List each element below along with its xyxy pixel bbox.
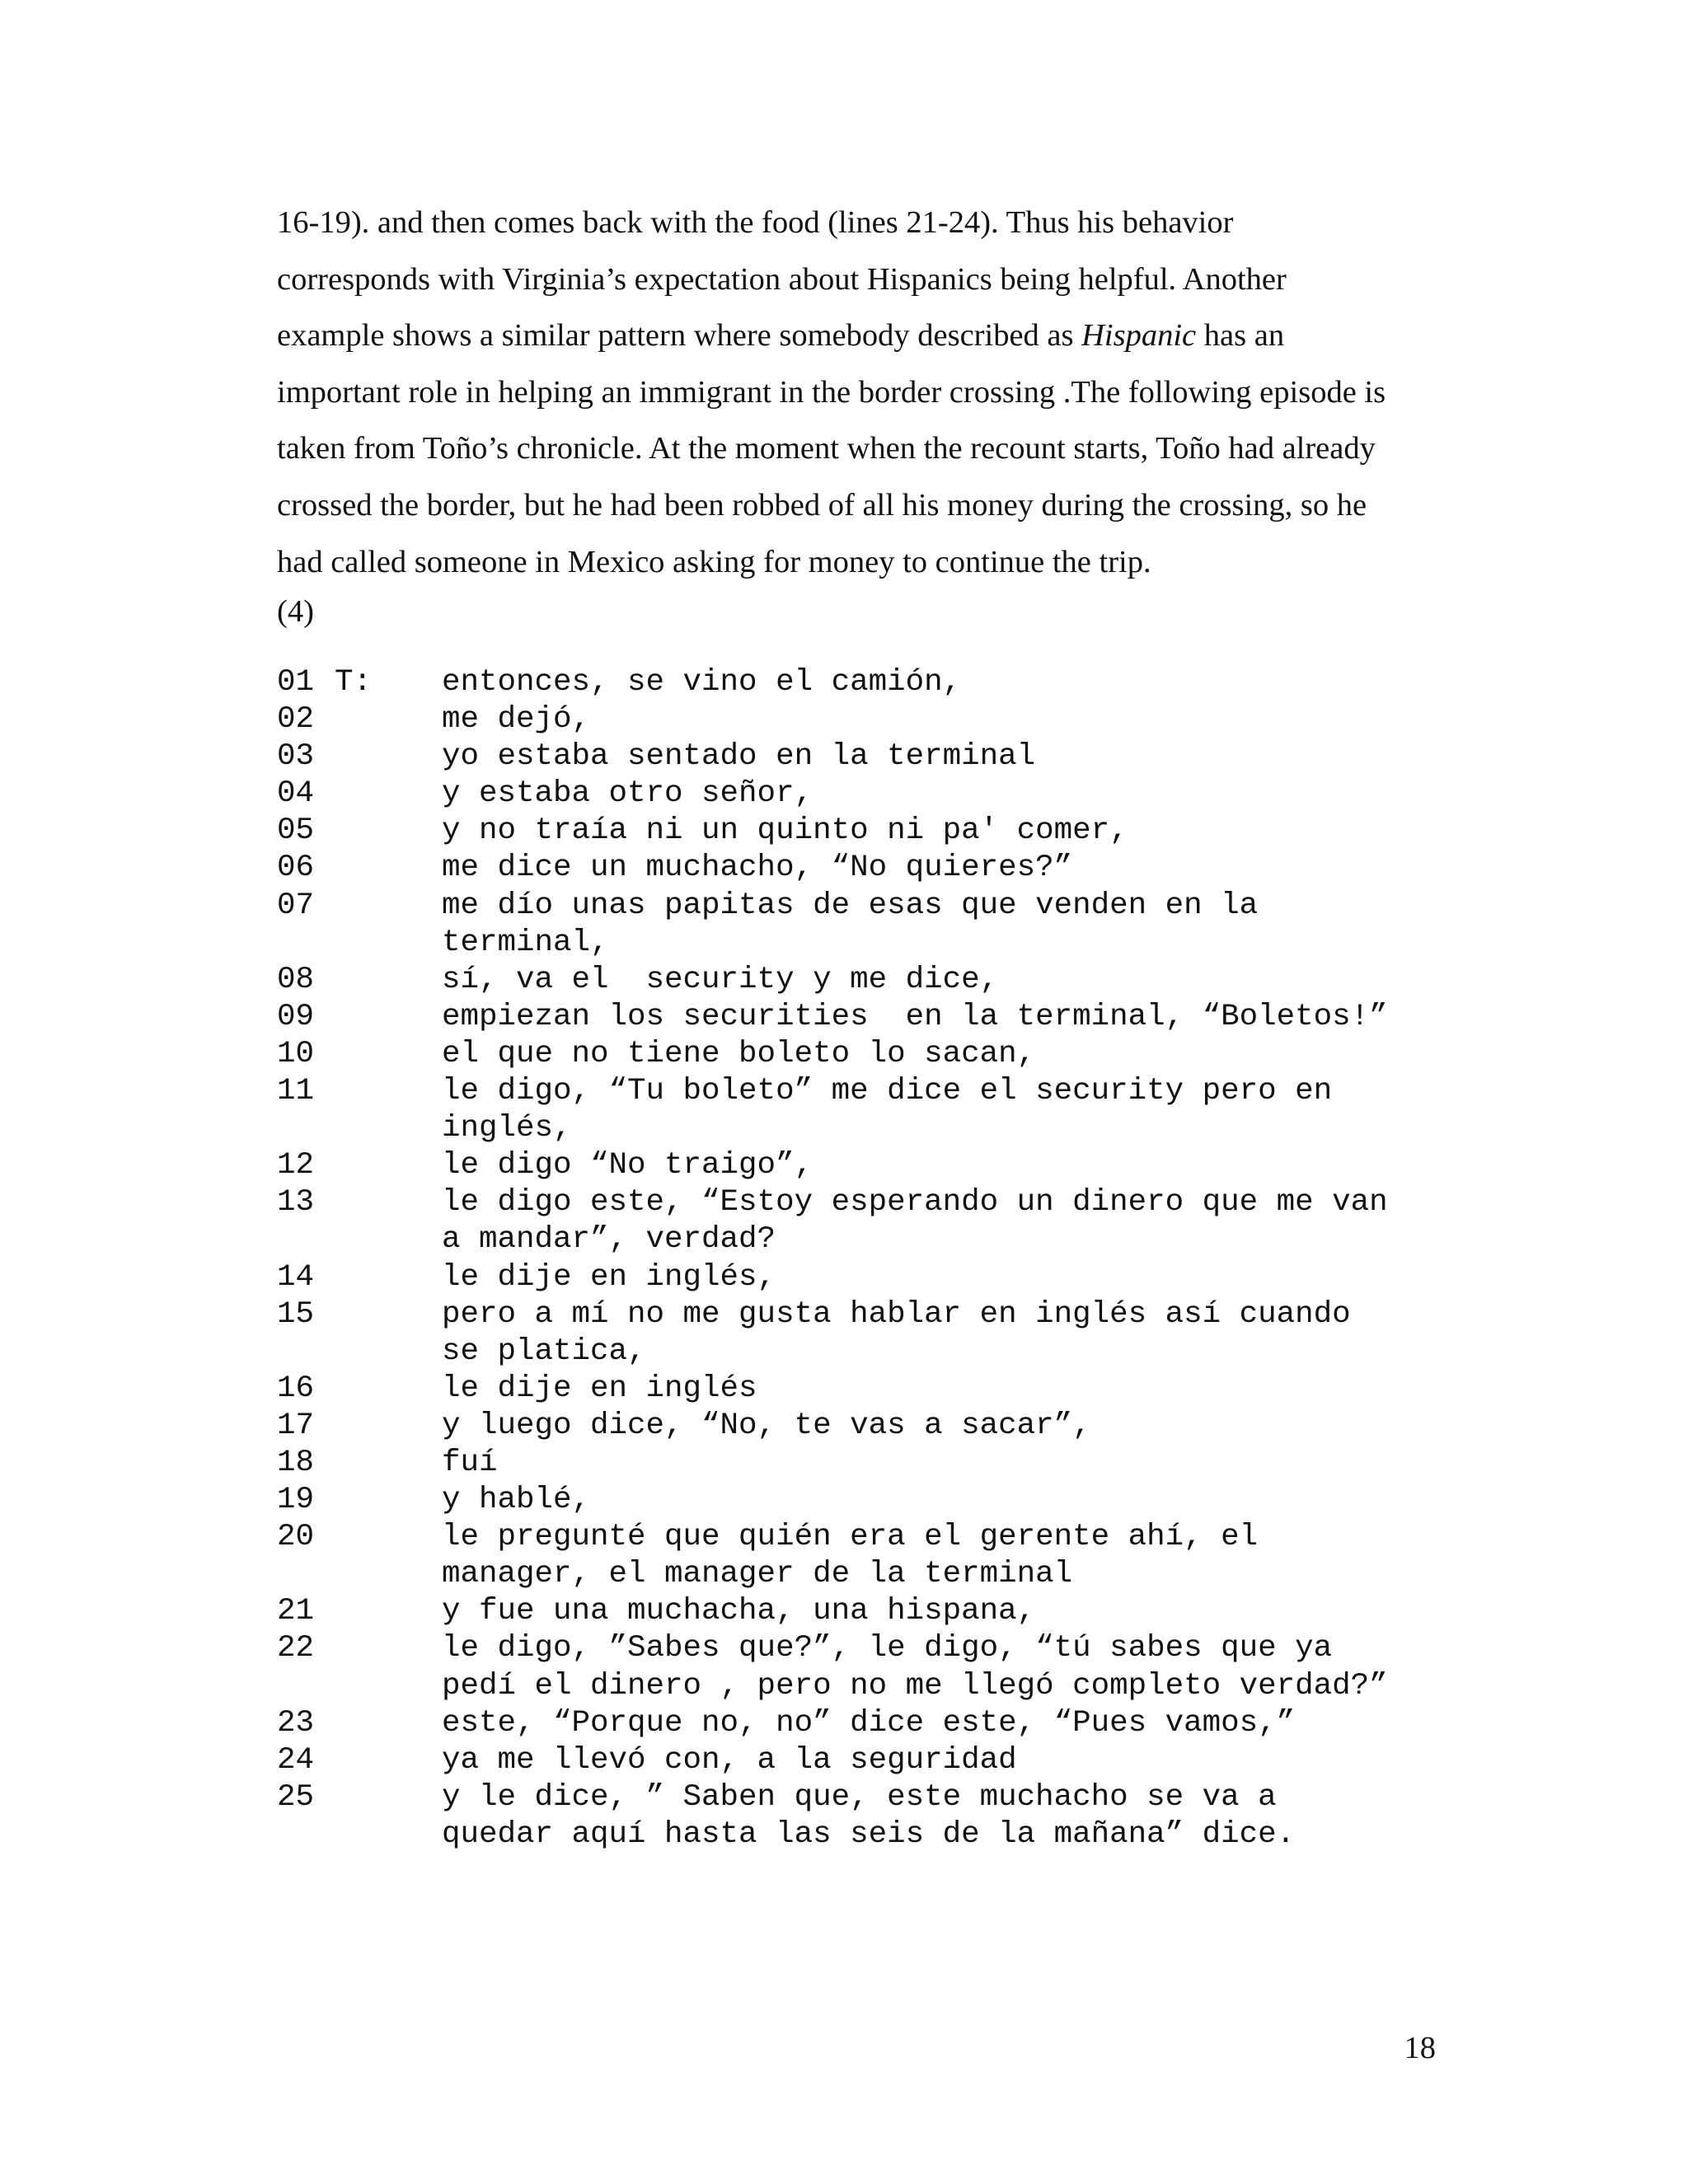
transcript-line	[277, 1371, 1464, 1408]
transcript-line	[277, 1296, 1464, 1333]
transcript-line	[277, 1779, 1464, 1816]
utterance-text: me dice un muchacho, “No quieres?”	[442, 851, 1073, 886]
line-number: 05	[277, 813, 315, 849]
line-number: 14	[277, 1259, 315, 1295]
transcript-line	[277, 888, 1464, 925]
utterance-text: y estaba otro señor,	[442, 776, 814, 812]
line-number: 10	[277, 1036, 315, 1071]
transcript-line	[277, 962, 1464, 999]
utterance-text: a mandar”, verdad?	[442, 1222, 776, 1258]
line-number: 17	[277, 1408, 315, 1443]
utterance-text: este, “Porque no, no” dice este, “Pues vamos,”	[442, 1705, 1296, 1741]
text-segment: taken from Toño’s chronicle. At the moment when the recount starts, Toño had already	[277, 431, 1376, 466]
utterance-text: yo estaba sentado en la terminal	[442, 739, 1036, 775]
utterance-text: y hablé,	[442, 1483, 591, 1518]
transcript-line	[277, 701, 1464, 738]
transcript-line	[277, 1593, 1464, 1630]
line-number: 11	[277, 1074, 315, 1109]
example-number: (4)	[277, 594, 314, 629]
line-number: 08	[277, 962, 315, 997]
speaker-label: T:	[335, 665, 373, 700]
utterance-text: le digo “No traigo”,	[442, 1148, 814, 1183]
text-segment: corresponds with Virginia’s expectation about Hispanics being helpful. Another	[277, 261, 1287, 297]
utterance-text: el que no tiene boleto lo sacan,	[442, 1036, 1036, 1071]
utterance-text: le pregunté que quién era el gerente ahí, el	[442, 1520, 1259, 1555]
utterance-text: y luego dice, “No, te vas a sacar”,	[442, 1408, 1091, 1443]
line-number: 21	[277, 1594, 315, 1629]
utterance-text: se platica,	[442, 1333, 646, 1369]
transcript-line	[277, 1816, 1464, 1854]
line-number: 04	[277, 776, 315, 812]
paragraph-line	[277, 477, 1431, 534]
utterance-text: empiezan los securities en la terminal, “Boletos!”	[442, 999, 1388, 1034]
transcript-line	[277, 813, 1464, 850]
transcript-line	[277, 1445, 1464, 1482]
transcript-line	[277, 1259, 1464, 1296]
utterance-text: inglés,	[442, 1111, 572, 1146]
utterance-text: terminal,	[442, 925, 609, 960]
transcript-line	[277, 1221, 1464, 1258]
line-number: 15	[277, 1296, 315, 1332]
transcript-line	[277, 1333, 1464, 1371]
transcript-line	[277, 1556, 1464, 1593]
utterance-text: me dejó,	[442, 702, 591, 738]
utterance-text: sí, va el security y me dice,	[442, 962, 999, 997]
transcript-line	[277, 1630, 1464, 1667]
paragraph-line	[277, 194, 1431, 251]
utterance-text: fuí	[442, 1445, 498, 1480]
transcript-line	[277, 1408, 1464, 1445]
transcript-line	[277, 1110, 1464, 1147]
utterance-text: pedí el dinero , pero no me llegó completo verdad?”	[442, 1668, 1388, 1704]
transcript-line	[277, 776, 1464, 813]
text-segment: example shows a similar pattern where somebody described as	[277, 318, 1082, 354]
line-number: 06	[277, 851, 315, 886]
utterance-text: ya me llevó con, a la seguridad	[442, 1742, 1017, 1778]
utterance-text: le dije en inglés	[442, 1371, 757, 1406]
line-number: 01	[277, 665, 315, 700]
transcript-line	[277, 1073, 1464, 1110]
utterance-text: le digo, ”Sabes que?”, le digo, “tú sabes que ya	[442, 1631, 1333, 1666]
line-number: 13	[277, 1185, 315, 1221]
utterance-text: le digo, “Tu boleto” me dice el security pero en	[442, 1074, 1333, 1109]
utterance-text: y no traía ni un quinto ni pa' comer,	[442, 813, 1128, 849]
line-number: 22	[277, 1631, 315, 1666]
utterance-text: me dío unas papitas de esas que venden en la	[442, 888, 1259, 923]
line-number: 19	[277, 1483, 315, 1518]
line-number: 24	[277, 1742, 315, 1778]
line-number: 12	[277, 1148, 315, 1183]
text-segment: important role in helping an immigrant in the border crossing .The following episode is	[277, 374, 1386, 410]
italic-term: Hispanic	[1081, 318, 1197, 354]
transcript-line	[277, 1147, 1464, 1184]
transcript-line	[277, 1184, 1464, 1221]
transcript-line	[277, 664, 1464, 701]
page-number: 18	[1404, 2031, 1436, 2065]
paragraph-line	[277, 307, 1431, 364]
utterance-text: pero a mí no me gusta hablar en inglés así cuando	[442, 1296, 1351, 1332]
line-number: 16	[277, 1371, 315, 1406]
line-number: 23	[277, 1705, 315, 1741]
line-number: 18	[277, 1445, 315, 1480]
transcript-excerpt	[277, 664, 1464, 1854]
utterance-text: le dije en inglés,	[442, 1259, 776, 1295]
text-segment: crossed the border, but he had been robbed of all his money during the crossing, so he	[277, 487, 1367, 523]
transcript-line	[277, 1482, 1464, 1519]
transcript-line	[277, 1705, 1464, 1742]
line-number: 02	[277, 702, 315, 738]
utterance-text: le digo este, “Estoy esperando un dinero que me van	[442, 1185, 1388, 1221]
utterance-text: manager, el manager de la terminal	[442, 1557, 1073, 1592]
transcript-line	[277, 925, 1464, 962]
transcript-line	[277, 1742, 1464, 1779]
transcript-line	[277, 1036, 1464, 1073]
paragraph-line	[277, 364, 1431, 421]
body-paragraph	[277, 194, 1431, 590]
line-number: 25	[277, 1779, 315, 1815]
transcript-line	[277, 999, 1464, 1036]
line-number: 20	[277, 1520, 315, 1555]
text-segment: had called someone in Mexico asking for money to continue the trip.	[277, 544, 1151, 579]
utterance-text: y le dice, ” Saben que, este muchacho se va a	[442, 1779, 1277, 1815]
utterance-text: quedar aquí hasta las seis de la mañana” dice.	[442, 1816, 1296, 1852]
utterance-text: y fue una muchacha, una hispana,	[442, 1594, 1036, 1629]
line-number: 09	[277, 999, 315, 1034]
paragraph-line	[277, 420, 1431, 477]
text-segment: 16-19). and then comes back with the food (lines 21-24). Thus his behavior	[277, 205, 1234, 240]
transcript-line	[277, 738, 1464, 776]
line-number: 07	[277, 888, 315, 923]
transcript-line	[277, 1668, 1464, 1705]
transcript-line	[277, 850, 1464, 887]
text-segment: has an	[1196, 318, 1285, 354]
paragraph-line	[277, 534, 1431, 591]
transcript-line	[277, 1519, 1464, 1556]
paragraph-line	[277, 251, 1431, 308]
line-number: 03	[277, 739, 315, 775]
utterance-text: entonces, se vino el camión,	[442, 665, 962, 700]
